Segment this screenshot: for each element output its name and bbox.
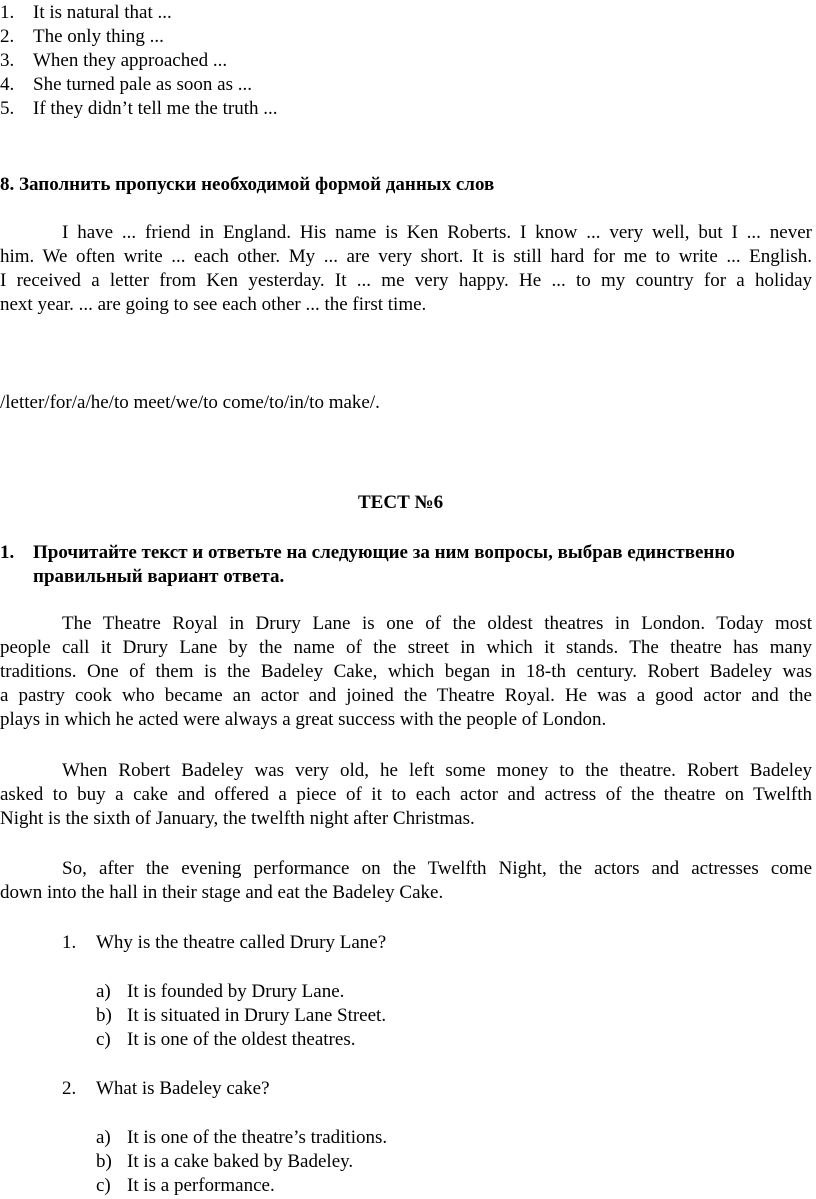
reading-paragraph-3: [0, 857, 812, 905]
list-item-number: 4.: [0, 74, 15, 95]
paragraph-line: next year. ... are going to see each other ... the first time.: [0, 294, 427, 315]
list-item: If they didn’t tell me the truth ...: [33, 98, 278, 119]
paragraph-line: Night is the sixth of January, the twelfth night after Christmas.: [0, 808, 475, 829]
paragraph-line: him. We often write ... each other. My ... are very short. It is still hard for me to write ... English.: [0, 246, 812, 267]
list-item: It is natural that ...: [33, 2, 172, 23]
word-bank: /letter/for/a/he/to meet/we/to come/to/in/to make/.: [0, 392, 380, 413]
option-letter: a): [96, 981, 111, 1002]
question-text: Why is the theatre called Drury Lane?: [96, 932, 387, 953]
paragraph-line: a pastry cook who became an actor and joined the Theatre Royal. He was a good actor and the: [0, 685, 812, 706]
answer-option: It is founded by Drury Lane.: [127, 981, 345, 1002]
paragraph-line: I received a letter from Ken yesterday. It ... me very happy. He ... to my country for a holiday: [0, 270, 812, 291]
list-item-number: 2.: [0, 26, 15, 47]
question-number: 2.: [62, 1078, 77, 1099]
list-item: When they approached ...: [33, 50, 228, 71]
paragraph-line: So, after the evening performance on the Twelfth Night, the actors and actresses come: [62, 858, 812, 879]
question-number: 1.: [62, 932, 77, 953]
task8-heading: 8. Заполнить пропуски необходимой формой данных слов: [0, 174, 495, 195]
paragraph-line: I have ... friend in England. His name is Ken Roberts. I know ... very well, but I ... never: [62, 222, 812, 243]
task8-paragraph: [0, 221, 812, 317]
option-letter: a): [96, 1127, 111, 1148]
paragraph-line: plays in which he acted were always a great success with the people of London.: [0, 709, 607, 730]
question-text: What is Badeley cake?: [96, 1078, 270, 1099]
paragraph-line: traditions. One of them is the Badeley Cake, which began in 18-th century. Robert Badeley was: [0, 661, 812, 682]
instruction-line: Прочитайте текст и ответьте на следующие за ним вопросы, выбрав единственно: [33, 542, 735, 563]
reading-paragraph-2: [0, 759, 812, 831]
answer-option: It is a performance.: [127, 1175, 275, 1196]
answer-option: It is one of the theatre’s traditions.: [127, 1127, 388, 1148]
paragraph-line: people call it Drury Lane by the name of the street in which it stands. The theatre has many: [0, 637, 812, 658]
paragraph-line: down into the hall in their stage and eat the Badeley Cake.: [0, 882, 444, 903]
list-item: She turned pale as soon as ...: [33, 74, 252, 95]
reading-paragraph-1: [0, 612, 812, 732]
paragraph-line: The Theatre Royal in Drury Lane is one of the oldest theatres in London. Today most: [62, 613, 812, 634]
answer-option: It is a cake baked by Badeley.: [127, 1151, 354, 1172]
option-letter: c): [96, 1029, 111, 1050]
instruction-number: 1.: [0, 542, 15, 563]
list-item: The only thing ...: [33, 26, 164, 47]
paragraph-line: When Robert Badeley was very old, he left some money to the theatre. Robert Badeley: [62, 760, 812, 781]
list-item-number: 5.: [0, 98, 15, 119]
option-letter: b): [96, 1005, 112, 1026]
list-item-number: 1.: [0, 2, 15, 23]
test-title: ТЕСТ №6: [358, 492, 444, 513]
answer-option: It is one of the oldest theatres.: [127, 1029, 356, 1050]
answer-option: It is situated in Drury Lane Street.: [127, 1005, 387, 1026]
instruction-line: правильный вариант ответа.: [33, 566, 285, 587]
option-letter: b): [96, 1151, 112, 1172]
paragraph-line: asked to buy a cake and offered a piece of it to each actor and actress of the theatre on Twelfth: [0, 784, 812, 805]
list-item-number: 3.: [0, 50, 15, 71]
option-letter: c): [96, 1175, 111, 1196]
